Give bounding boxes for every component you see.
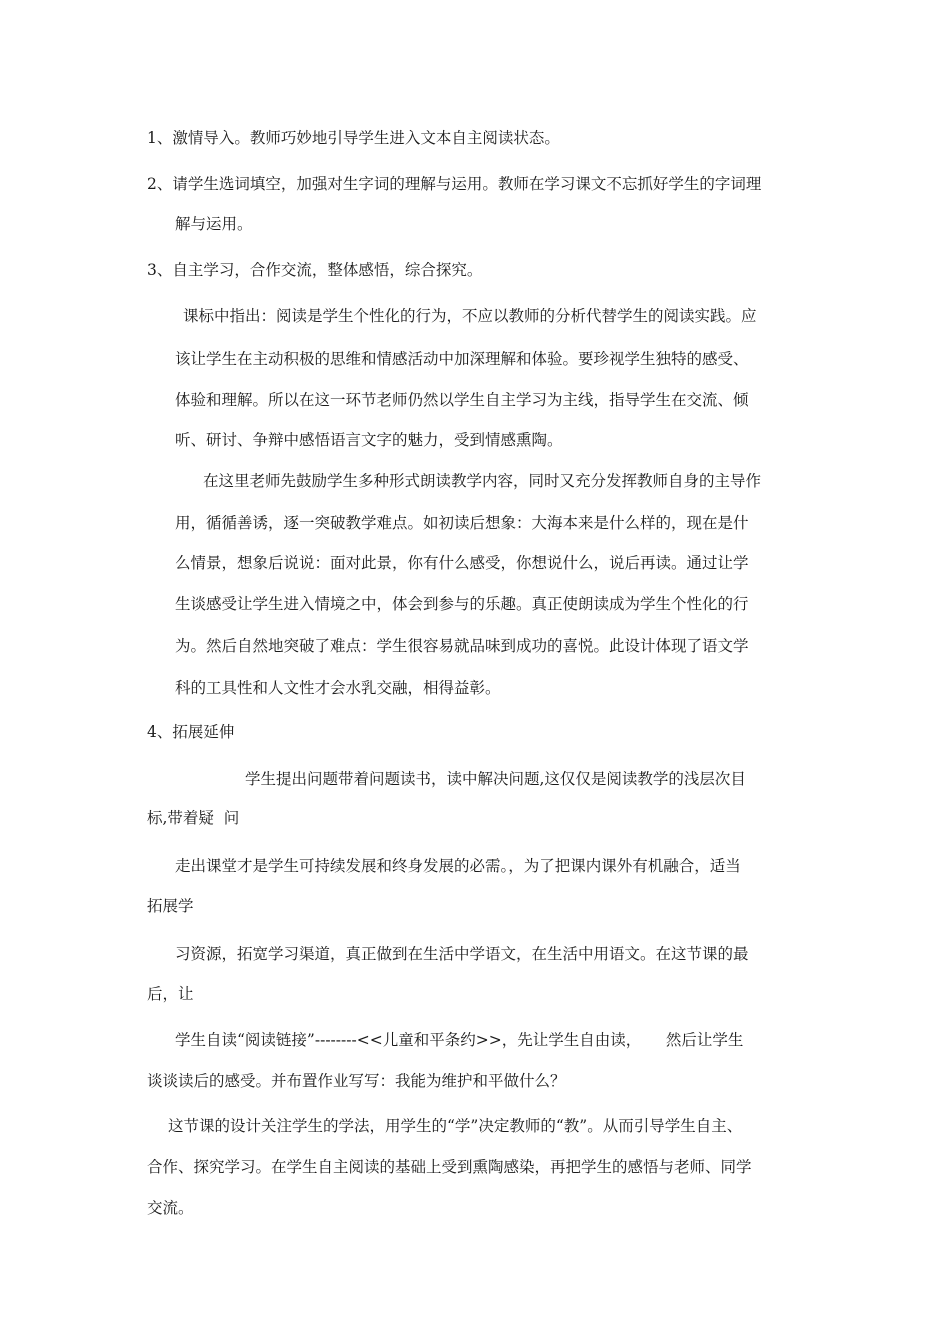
text-line: 1、激情导入。教师巧妙地引导学生进入文本自主阅读状态。: [147, 129, 560, 147]
text-line: 拓展学: [147, 897, 194, 915]
text-line: 科的工具性和人文性才会水乳交融，相得益彰。: [175, 679, 501, 697]
section-heading: 4、拓展延伸: [147, 723, 235, 741]
text-line: 用，循循善诱，逐一突破教学难点。如初读后想象：大海本来是什么样的，现在是什: [175, 514, 749, 532]
text-line: 在这里老师先鼓励学生多种形式朗读教学内容，同时又充分发挥教师自身的主导作: [203, 472, 762, 490]
text-line: 生谈感受让学生进入情境之中，体会到参与的乐趣。真正使朗读成为学生个性化的行: [175, 595, 749, 613]
text-line: 该让学生在主动积极的思维和情感活动中加深理解和体验。要珍视学生独特的感受、: [175, 350, 749, 368]
text-line: 交流。: [147, 1199, 194, 1217]
text-line: 谈谈读后的感受。并布置作业写写：我能为维护和平做什么？: [147, 1072, 566, 1090]
text-line: 2、请学生选词填空，加强对生字词的理解与运用。教师在学习课文不忘抓好学生的字词理: [147, 175, 762, 193]
text-line: 听、研讨、争辩中感悟语言文字的魅力，受到情感熏陶。: [175, 431, 563, 449]
text-line: 解与运用。: [175, 215, 253, 233]
text-line: 标,带着疑 问: [147, 809, 240, 827]
text-line: 学生提出问题带着问题读书，读中解决问题,这仅仅是阅读教学的浅层次目: [245, 770, 746, 788]
text-line: 为。然后自然地突破了难点：学生很容易就品味到成功的喜悦。此设计体现了语文学: [175, 637, 749, 655]
text-line: 么情景，想象后说说：面对此景，你有什么感受，你想说什么，说后再读。通过让学: [175, 554, 749, 572]
text-line: 合作、探究学习。在学生自主阅读的基础上受到熏陶感染，再把学生的感悟与老师、同学: [147, 1158, 752, 1176]
text-line: 课标中指出：阅读是学生个性化的行为，不应以教师的分析代替学生的阅读实践。应: [183, 307, 757, 325]
text-line: 体验和理解。所以在这一环节老师仍然以学生自主学习为主线，指导学生在交流、倾: [175, 391, 749, 409]
text-line: 习资源，拓宽学习渠道，真正做到在生活中学语文，在生活中用语文。在这节课的最: [175, 945, 749, 963]
text-line: 学生自读“阅读链接”--------<<儿童和平条约>>，先让学生自由读， 然后让学生: [175, 1031, 744, 1049]
text-line: 这节课的设计关注学生的学法，用学生的“学”决定教师的“教”。从而引导学生自主、: [168, 1117, 743, 1135]
text-line: 3、自主学习，合作交流，整体感悟，综合探究。: [147, 261, 483, 279]
text-line: 走出课堂才是学生可持续发展和终身发展的必需。，为了把课内课外有机融合，适当: [175, 857, 741, 875]
text-line: 后，让: [147, 985, 194, 1003]
